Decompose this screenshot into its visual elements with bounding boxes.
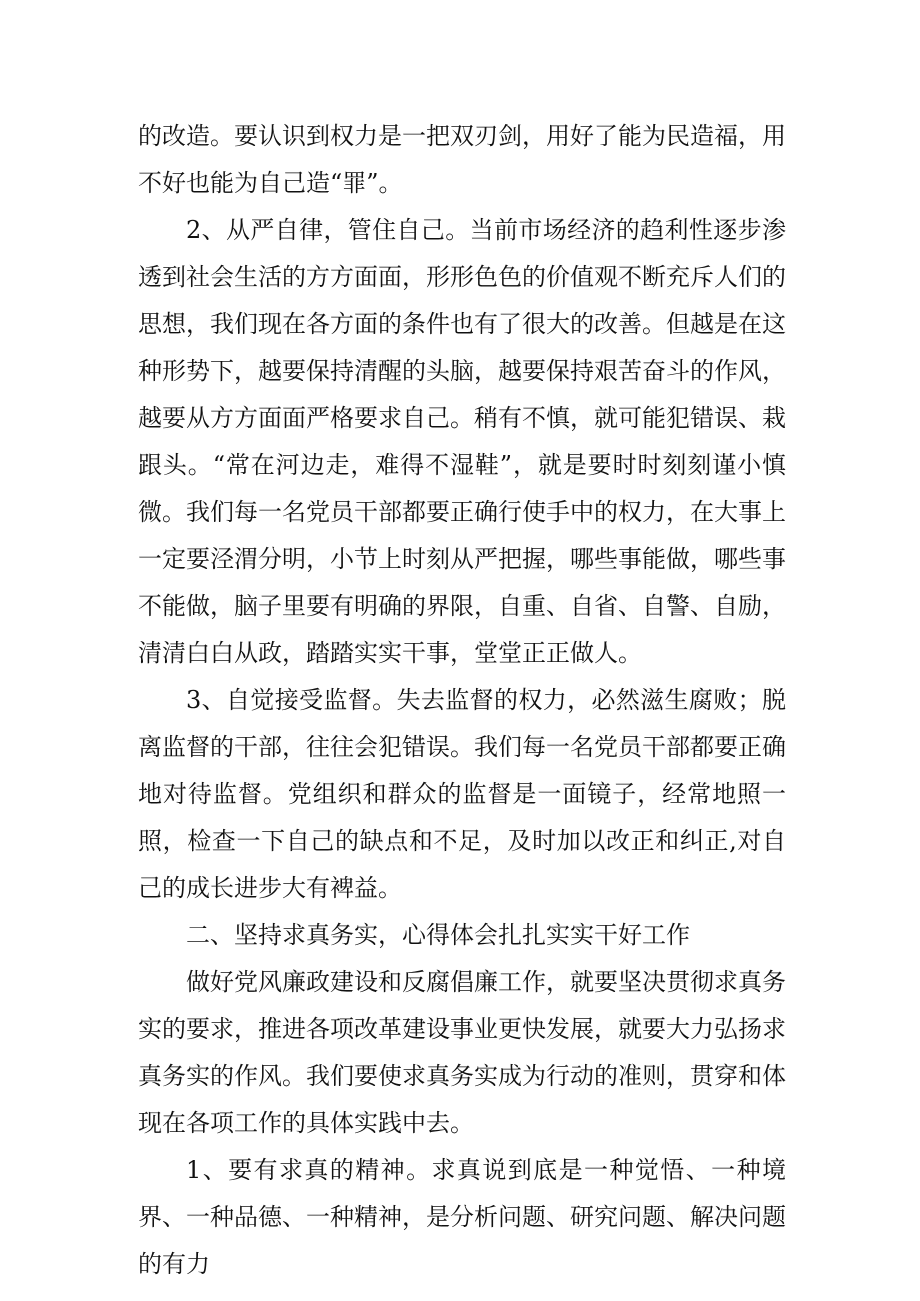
paragraph-self-discipline: 2、从严自律，管住自己。当前市场经济的趋利性逐步渗透到社会生活的方方面面，形形色色的价值观不断充斥人们的思想，我们现在各方面的条件也有了很大的改善。但越是在这种形势下，越要保持清醒的头脑，越要保持艰苦奋斗的作风，越要从方方面面严格要求自己。稍有不慎，就可能犯错误、栽跟头。“常在河边走，难得不湿鞋”，就是要时时刻刻谨小慎微。我们每一名党员干部都要正确行使手中的权力，在大事上一定要泾渭分明，小节上时刻从严把握，哪些事能做，哪些事不能做，脑子里要有明确的界限，自重、自省、自警、自励，清清白白从政，踏踏实实干事，堂堂正正做人。 [138,216,786,667]
section-heading-seek-truth: 二、坚持求真务实，心得体会扎扎实实干好工作 [186,921,690,949]
paragraph-spirit-of-truth: 1、要有求真的精神。求真说到底是一种觉悟、一种境界、一种品德、一种精神，是分析问题、研究问题、解决问题的有力 [138,1156,786,1278]
document-body [138,113,786,1288]
paragraph-seek-truth-intro: 做好党风廉政建设和反腐倡廉工作，就要坚决贯彻求真务实的要求，推进各项改革建设事业更快发展，就要大力弘扬求真务实的作风。我们要使求真务实成为行动的准则，贯穿和体现在各项工作的具体实践中去。 [138,968,786,1137]
paragraph-continuation: 的改造。要认识到权力是一把双刃剑，用好了能为民造福，用不好也能为自己造“罪”。 [138,122,786,197]
paragraph-accept-supervision: 3、自觉接受监督。失去监督的权力，必然滋生腐败；脱离监督的干部，往往会犯错误。我们每一名党员干部都要正确地对待监督。党组织和群众的监督是一面镜子，经常地照一照，检查一下自己的缺点和不足，及时加以改正和纠正,对自己的成长进步大有裨益。 [138,686,786,902]
